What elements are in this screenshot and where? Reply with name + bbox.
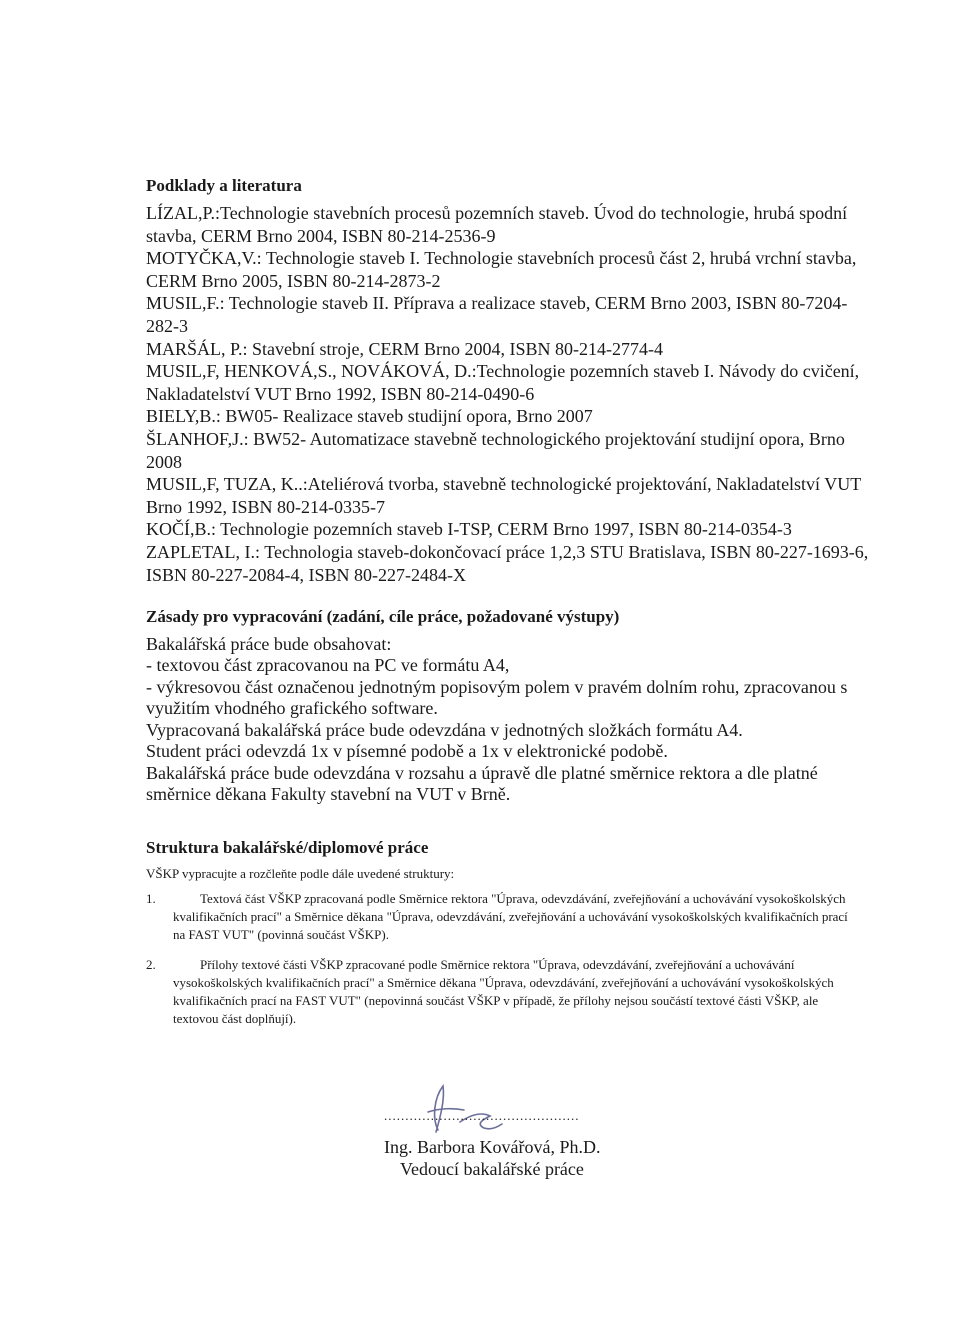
- signature-line: ..............................................: [384, 1108, 580, 1123]
- literature-heading: Podklady a literatura: [146, 176, 302, 195]
- reference-item: MARŠÁL, P.: Stavební stroje, CERM Brno 2004, ISBN 80-214-2774-4: [146, 338, 664, 359]
- zasady-line: - výkresovou část označenou jednotným popisovým polem v pravém dolním rohu, zpracovanou s využitím vhodného grafického software.: [146, 676, 848, 718]
- zasady-section: [146, 606, 876, 806]
- zasady-line: Bakalářská práce bude odevzdána v rozsahu a úpravě dle platné směrnice rektora a dle platné směrnice děkana Fakulty stavební na VUT v Brně.: [146, 762, 818, 804]
- reference-item: MUSIL,F.: Technologie staveb II. Příprava a realizace staveb, CERM Brno 2003, ISBN 80-7204-282-3: [146, 293, 848, 336]
- zasady-line: Bakalářská práce bude obsahovat:: [146, 633, 392, 654]
- reference-item: ŠLANHOF,J.: BW52- Automatizace stavebně technologického projektování studijní opora, Brno 2008: [146, 428, 845, 472]
- reference-item: BIELY,B.: BW05- Realizace staveb studijní opora, Brno 2007: [146, 406, 593, 427]
- reference-item: MOTYČKA,V.: Technologie staveb I. Technologie stavebních procesů část 2, hrubá vrchní stavba, CERM Brno 2005, ISBN 80-214-2873-2: [146, 248, 857, 291]
- reference-item: MUSIL,F, TUZA, K..:Ateliérová tvorba, stavebně technologické projektování, Nakladatelství VUT Brno 1992, ISBN 80-214-0335-7: [146, 474, 861, 517]
- structure-section: [146, 838, 856, 1040]
- zasady-heading: Zásady pro vypracování (zadání, cíle práce, požadované výstupy): [146, 607, 620, 626]
- structure-item-text: Textová část VŠKP zpracovaná podle Směrnice rektora "Úprava, odevzdávání, zveřejňování a uchovávání vysokoškolských kvalifikačních prací" a Směrnice děkana "Úprava, odevzdávání, zveřejňování a uchovávání vysokoškolských kvalifikačních prací na FAST VUT" (povinná součást VŠKP).: [173, 891, 848, 942]
- structure-item-number: 2.: [146, 957, 156, 972]
- structure-heading: Struktura bakalářské/diplomové práce: [146, 838, 429, 857]
- zasady-line: Vypracovaná bakalářská práce bude odevzdána v jednotných složkách formátu A4.: [146, 719, 743, 740]
- supervisor-name: Ing. Barbora Kovářová, Ph.D.: [384, 1137, 601, 1157]
- supervisor-role: Vedoucí bakalářské práce: [400, 1159, 584, 1179]
- structure-item: [146, 890, 856, 944]
- zasady-line: Student práci odevzdá 1x v písemné podobě a 1x v elektronické podobě.: [146, 741, 668, 761]
- structure-item-number: 1.: [146, 891, 156, 906]
- reference-item: MUSIL,F, HENKOVÁ,S., NOVÁKOVÁ, D.:Technologie pozemních staveb I. Návody do cvičení, Nakladatelství VUT Brno 1992, ISBN 80-214-0490-6: [146, 361, 860, 404]
- literature-section: [146, 176, 876, 586]
- reference-item: KOČÍ,B.: Technologie pozemních staveb I-TSP, CERM Brno 1997, ISBN 80-214-0354-3: [146, 519, 792, 540]
- reference-item: ZAPLETAL, I.: Technologia staveb-dokončovací práce 1,2,3 STU Bratislava, ISBN 80-227-1693-6, ISBN 80-227-2084-4, ISBN 80-227-2484-X: [146, 541, 869, 585]
- structure-intro: VŠKP vypracujte a rozčleňte podle dále uvedené struktury:: [146, 866, 455, 881]
- structure-item: [146, 956, 856, 1028]
- structure-item-text: Přílohy textové části VŠKP zpracované podle Směrnice rektora "Úprava, odevzdávání, zveřejňování a uchovávání vysokoškolských kvalifikačních prací" a Směrnice děkana "Úprava, odevzdávání, zveřejňování a uchovávání vysokoškolských kvalifikačních prací na FAST VUT" (nepovinná součást VŠKP v případě, že přílohy nejsou součástí textové části VŠKP, ale textovou část doplňují).: [173, 957, 834, 1026]
- reference-item: LÍZAL,P.:Technologie stavebních procesů pozemních staveb. Úvod do technologie, hrubá spodní stavba, CERM Brno 2004, ISBN 80-214-2536-9: [146, 203, 848, 246]
- reference-list: [146, 202, 876, 586]
- zasady-line: - textovou část zpracovanou na PC ve formátu A4,: [146, 655, 510, 675]
